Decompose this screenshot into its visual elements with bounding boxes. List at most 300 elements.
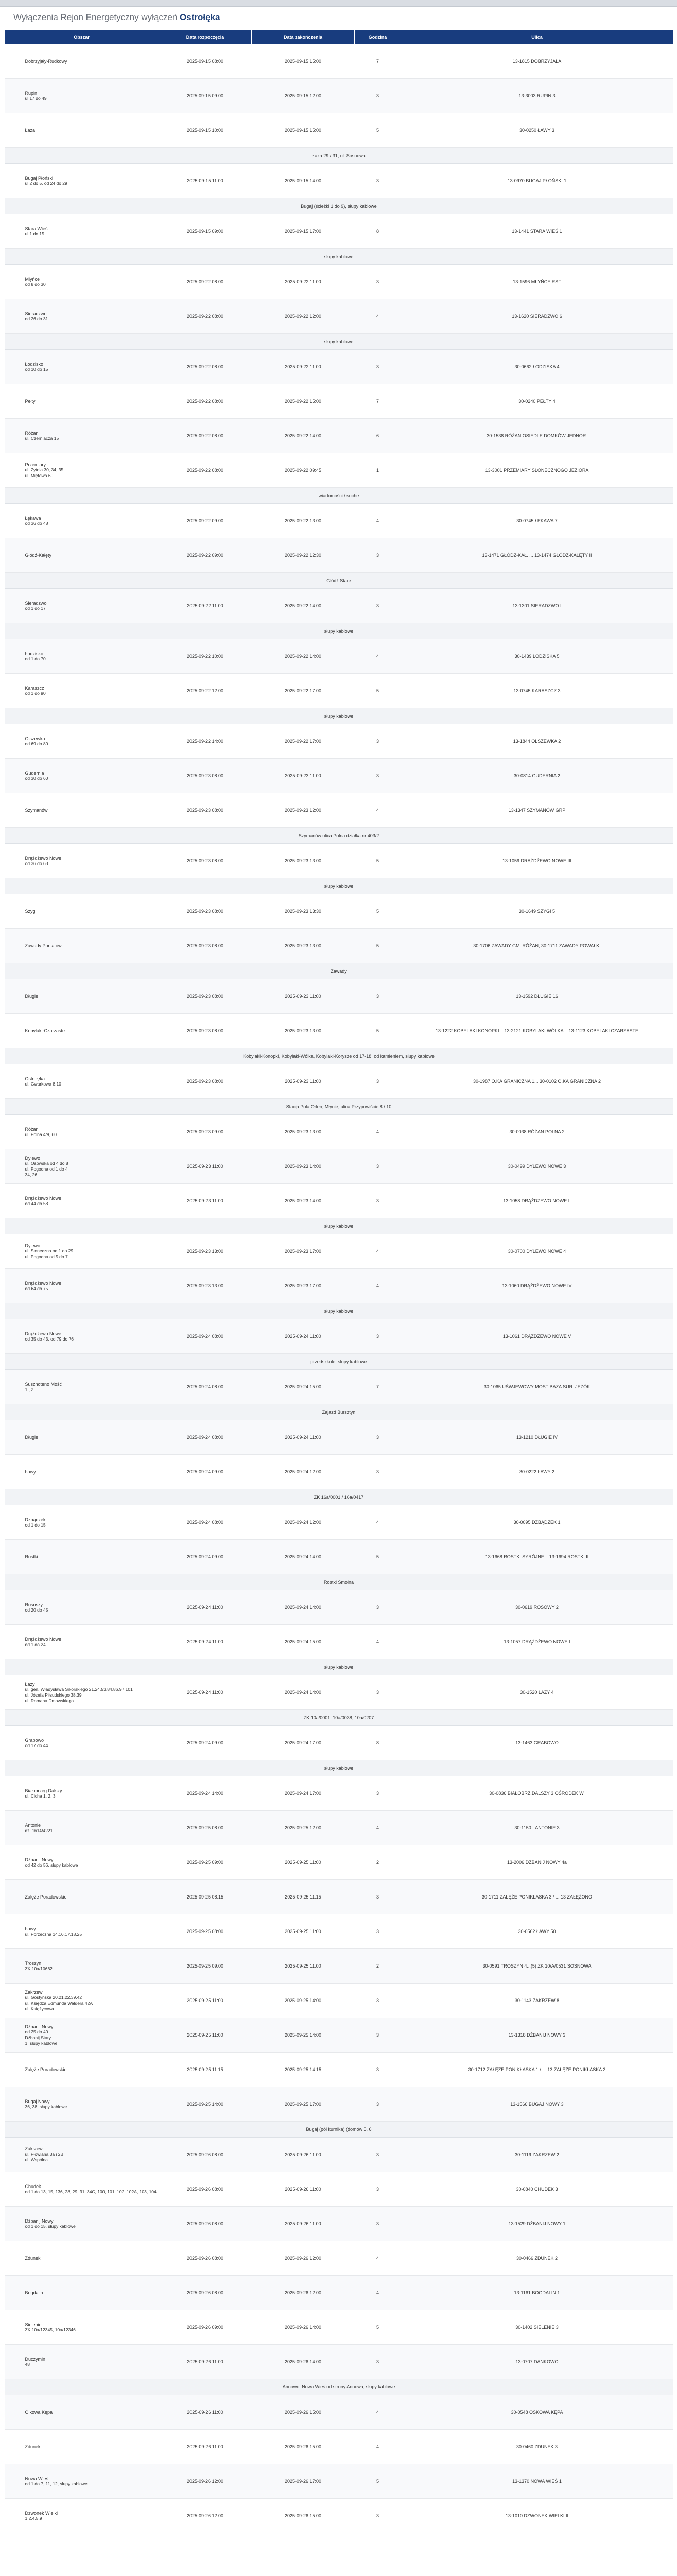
table-row	[5, 265, 673, 299]
cell-hours: 4	[355, 1505, 401, 1540]
cell-end: 2025-09-23 17:00	[252, 1269, 355, 1303]
group-row	[5, 1659, 673, 1675]
cell-start: 2025-09-25 11:15	[159, 2053, 252, 2087]
cell-end: 2025-09-26 11:00	[252, 2172, 355, 2207]
cell-start: 2025-09-26 08:00	[159, 2207, 252, 2241]
table-row	[5, 1675, 673, 1710]
group-label: ZK 16a/0001 / 16a/0417	[5, 1489, 673, 1505]
cell-end: 2025-09-25 17:00	[252, 2087, 355, 2122]
cell-end: 2025-09-23 13:00	[252, 1014, 355, 1048]
table-row	[5, 2053, 673, 2087]
cell-start: 2025-09-23 13:00	[159, 1269, 252, 1303]
group-row	[5, 1710, 673, 1726]
cell-end: 2025-09-24 15:00	[252, 1625, 355, 1659]
cell-hours: 3	[355, 589, 401, 623]
cell-area	[5, 1811, 159, 1845]
cell-end: 2025-09-22 14:00	[252, 589, 355, 623]
area-detail: 1, słupy kablowe	[25, 2040, 58, 2046]
cell-end: 2025-09-22 12:00	[252, 299, 355, 334]
cell-area	[5, 2172, 159, 2207]
area-name: Łaza	[25, 128, 36, 133]
cell-street: 13-0970 BUGAJ PŁOŃSKI 1	[401, 164, 673, 198]
cell-area	[5, 2499, 159, 2533]
table-row	[5, 1726, 673, 1760]
cell-start: 2025-09-22 08:00	[159, 384, 252, 419]
group-label: słupy kablowe	[5, 1218, 673, 1234]
cell-hours: 3	[355, 979, 401, 1014]
area-name: Olszewka	[25, 736, 45, 741]
cell-street: 13-1161 BOGDALIN 1	[401, 2276, 673, 2310]
cell-street: 30-0038 RÓŻAN POLNA 2	[401, 1115, 673, 1149]
cell-area	[5, 1420, 159, 1455]
cell-hours: 3	[355, 265, 401, 299]
cell-start: 2025-09-22 14:00	[159, 724, 252, 759]
cell-end: 2025-09-26 12:00	[252, 2276, 355, 2310]
area-name: Szymanów	[25, 808, 48, 813]
cell-area	[5, 1776, 159, 1811]
table-row	[5, 419, 673, 453]
group-label: Stacja Pola Orlen, Młynie, ulica Przypowiście 8 / 10	[5, 1099, 673, 1115]
cell-start: 2025-09-22 10:00	[159, 639, 252, 674]
cell-area	[5, 2464, 159, 2499]
table-row	[5, 674, 673, 708]
area-detail: od 42 do 56, słupy kablowe	[25, 1862, 78, 1868]
cell-street: 13-1061 DRĄŻDŻEWO NOWE V	[401, 1319, 673, 1354]
cell-street: 30-0499 DYLEWO NOWE 3	[401, 1149, 673, 1184]
cell-end: 2025-09-23 12:00	[252, 793, 355, 828]
cell-area	[5, 1726, 159, 1760]
cell-street: 30-1649 SZYGI 5	[401, 894, 673, 929]
cell-street: 30-1538 RÓŻAN OSIEDLE DOMKÓW JEDNOR.	[401, 419, 673, 453]
cell-area	[5, 2345, 159, 2379]
cell-start: 2025-09-15 09:00	[159, 214, 252, 249]
area-detail: od 26 do 31	[25, 316, 48, 321]
cell-street: 13-1010 DZWONEK WIELKI II	[401, 2499, 673, 2533]
cell-area	[5, 759, 159, 793]
cell-end: 2025-09-24 11:00	[252, 1319, 355, 1354]
cell-hours: 3	[355, 2345, 401, 2379]
cell-hours: 1	[355, 453, 401, 488]
cell-street: 13-1592 DŁUGIE 16	[401, 979, 673, 1014]
area-detail: od 1 do 13, 15, 136, 28, 29, 31, 34C, 100, 101, 102, 102A, 103, 104	[25, 2189, 157, 2194]
cell-end: 2025-09-15 17:00	[252, 214, 355, 249]
area-name: Chudek	[25, 2183, 41, 2189]
area-detail: od 1 do 15	[25, 1522, 46, 1528]
group-row	[5, 1099, 673, 1115]
cell-area	[5, 1625, 159, 1659]
area-detail: od 8 do 30	[25, 281, 46, 287]
table-row	[5, 1064, 673, 1099]
cell-start: 2025-09-25 09:00	[159, 1949, 252, 1984]
area-detail: 1,2,4,5,9	[25, 2515, 42, 2521]
cell-street: 13-1529 DŹBANIJ NOWY 1	[401, 2207, 673, 2241]
cell-start: 2025-09-26 11:00	[159, 2430, 252, 2464]
table-row	[5, 844, 673, 878]
area-name: Dźbanij Nowy	[25, 2024, 54, 2029]
area-name: Długie	[25, 994, 39, 999]
cell-end: 2025-09-23 13:00	[252, 1115, 355, 1149]
area-name: Ławy	[25, 1926, 36, 1931]
cell-area	[5, 538, 159, 573]
cell-street: 13-2006 DŹBANIJ NOWY 4a	[401, 1845, 673, 1880]
table-row	[5, 589, 673, 623]
cell-end: 2025-09-22 13:00	[252, 504, 355, 538]
cell-area	[5, 793, 159, 828]
cell-area	[5, 1455, 159, 1489]
area-detail: ZK 10a/12345, 10a/12346	[25, 2327, 76, 2332]
cell-start: 2025-09-23 13:00	[159, 1234, 252, 1269]
cell-end: 2025-09-23 14:00	[252, 1184, 355, 1218]
cell-hours: 3	[355, 2087, 401, 2122]
table-row	[5, 724, 673, 759]
cell-area	[5, 79, 159, 113]
cell-area	[5, 113, 159, 148]
cell-end: 2025-09-25 11:00	[252, 1949, 355, 1984]
area-detail: od 20 do 45	[25, 1607, 48, 1613]
cell-area	[5, 724, 159, 759]
area-name: Dzwonek Wielki	[25, 2510, 58, 2516]
top-bar	[0, 0, 677, 7]
cell-street: 30-1520 ŁAZY 4	[401, 1675, 673, 1710]
cell-hours: 5	[355, 1540, 401, 1574]
cell-street: 13-1058 DRĄŻDŻEWO NOWE II	[401, 1184, 673, 1218]
cell-end: 2025-09-24 11:00	[252, 1420, 355, 1455]
cell-hours: 5	[355, 844, 401, 878]
group-label: słupy kablowe	[5, 878, 673, 894]
cell-end: 2025-09-23 11:00	[252, 759, 355, 793]
cell-street: 13-1370 NOWA WIEŚ 1	[401, 2464, 673, 2499]
cell-start: 2025-09-24 09:00	[159, 1726, 252, 1760]
cell-hours: 5	[355, 2464, 401, 2499]
group-label: Kobylaki-Konopki, Kobylaki-Wólka, Kobylaki-Korysze od 17-18, od kamieniem, słupy kablowe	[5, 1048, 673, 1064]
area-detail: ul. Romana Dmowskiego	[25, 1698, 74, 1703]
area-name: Sieradzwo	[25, 311, 47, 316]
cell-hours: 3	[355, 1319, 401, 1354]
area-detail: ul. Porzeczna 14,16,17,18,25	[25, 1931, 82, 1937]
cell-start: 2025-09-23 08:00	[159, 894, 252, 929]
area-detail: ul. Słoneczna od 1 do 29	[25, 1248, 74, 1253]
cell-start: 2025-09-24 11:00	[159, 1675, 252, 1710]
cell-area	[5, 589, 159, 623]
cell-street: 13-1441 STARA WIEŚ 1	[401, 214, 673, 249]
area-detail: ul 17 do 49	[25, 95, 47, 101]
cell-end: 2025-09-23 11:00	[252, 1064, 355, 1099]
cell-end: 2025-09-25 11:00	[252, 1914, 355, 1949]
cell-street: 30-0836 BIAŁOBRZ.DALSZY 3 OŚRODEK W.	[401, 1776, 673, 1811]
area-name: Załęże Poradowskie	[25, 2067, 67, 2072]
area-name: Dylewo	[25, 1155, 41, 1161]
cell-street: 30-1402 SIELENIE 3	[401, 2310, 673, 2345]
cell-end: 2025-09-22 11:00	[252, 350, 355, 384]
cell-end: 2025-09-22 12:30	[252, 538, 355, 573]
cell-street: 30-1711 ZAŁĘŻE PONIKŁASKA 3 / ... 13 ZAŁĘŻONO	[401, 1880, 673, 1914]
cell-street: 13-1566 BUGAJ NOWY 3	[401, 2087, 673, 2122]
cell-area	[5, 1184, 159, 1218]
cell-street: 13-0707 DANKOWO	[401, 2345, 673, 2379]
area-detail: od 17 do 44	[25, 1742, 48, 1748]
cell-area	[5, 1845, 159, 1880]
cell-end: 2025-09-26 12:00	[252, 2241, 355, 2276]
group-row	[5, 1303, 673, 1319]
cell-start: 2025-09-23 08:00	[159, 759, 252, 793]
cell-hours: 5	[355, 2310, 401, 2345]
area-name: Pełty	[25, 399, 36, 404]
cell-hours: 3	[355, 759, 401, 793]
area-name: Kobylaki-Czarzaste	[25, 1028, 65, 1033]
page-title-region: Ostrołęka	[180, 12, 220, 22]
cell-area	[5, 1590, 159, 1625]
cell-street: 30-0700 DYLEWO NOWE 4	[401, 1234, 673, 1269]
table-row	[5, 1455, 673, 1489]
cell-start: 2025-09-23 08:00	[159, 793, 252, 828]
cell-end: 2025-09-26 11:00	[252, 2138, 355, 2172]
page-title-prefix: Wyłączenia Rejon Energetyczny wyłączeń	[13, 12, 178, 22]
cell-hours: 4	[355, 793, 401, 828]
cell-end: 2025-09-22 15:00	[252, 384, 355, 419]
cell-street: 30-0460 ZDUNEK 3	[401, 2430, 673, 2464]
cell-start: 2025-09-24 09:00	[159, 1540, 252, 1574]
area-name: Gudernia	[25, 770, 44, 776]
cell-hours: 3	[355, 1590, 401, 1625]
group-row	[5, 198, 673, 214]
cell-start: 2025-09-23 08:00	[159, 844, 252, 878]
cell-start: 2025-09-26 08:00	[159, 2172, 252, 2207]
area-detail: dz. 1614/4221	[25, 1827, 53, 1833]
cell-hours: 3	[355, 1880, 401, 1914]
cell-area	[5, 214, 159, 249]
cell-street: 30-0840 CHUDEK 3	[401, 2172, 673, 2207]
table-row	[5, 1234, 673, 1269]
cell-street: 30-1150 LANTONIE 3	[401, 1811, 673, 1845]
cell-hours: 4	[355, 639, 401, 674]
cell-street: 13-1060 DRĄŻDŻEWO NOWE IV	[401, 1269, 673, 1303]
area-detail: ZK 10a/10662	[25, 1965, 53, 1971]
area-name: Głódź-Kałęty	[25, 553, 52, 558]
table-row	[5, 1319, 673, 1354]
cell-start: 2025-09-26 11:00	[159, 2345, 252, 2379]
group-row	[5, 1404, 673, 1420]
cell-hours: 3	[355, 2207, 401, 2241]
group-row	[5, 334, 673, 350]
group-row	[5, 573, 673, 589]
cell-street: 30-1706 ZAWADY GM. RÓŻAN, 30-1711 ZAWADY POWAŁKI	[401, 929, 673, 963]
table-header-row	[5, 30, 673, 44]
group-row	[5, 878, 673, 894]
table-row	[5, 894, 673, 929]
area-name: Troszyn	[25, 1960, 42, 1966]
cell-street: 30-0591 TROSZYN 4...(5) ZK 10/A/0531 SOSNOWA	[401, 1949, 673, 1984]
group-label: Rostki Smolna	[5, 1574, 673, 1590]
area-detail: od 1 do 24	[25, 1641, 46, 1647]
group-label: Annowo, Nowa Wieś od strony Annowa, słupy kablowe	[5, 2379, 673, 2395]
cell-start: 2025-09-26 09:00	[159, 2310, 252, 2345]
cell-start: 2025-09-15 08:00	[159, 44, 252, 79]
area-name: Białobrzeg Dalszy	[25, 1788, 62, 1793]
cell-end: 2025-09-23 13:00	[252, 844, 355, 878]
cell-street: 13-1057 DRĄŻDŻEWO NOWE I	[401, 1625, 673, 1659]
cell-start: 2025-09-15 11:00	[159, 164, 252, 198]
cell-hours: 5	[355, 1014, 401, 1048]
cell-area	[5, 929, 159, 963]
table-row	[5, 214, 673, 249]
cell-area	[5, 2310, 159, 2345]
cell-start: 2025-09-22 09:00	[159, 504, 252, 538]
area-detail: ul. Gostyńska 20,21,22,39,42	[25, 1994, 82, 2000]
cell-start: 2025-09-15 10:00	[159, 113, 252, 148]
area-detail: od 36 do 63	[25, 860, 48, 866]
cell-area	[5, 1269, 159, 1303]
cell-hours: 7	[355, 44, 401, 79]
area-name: Stara Wieś	[25, 226, 48, 231]
area-name: Dźbanij Nowy	[25, 2218, 54, 2224]
area-detail: ul. Pogodna od 5 do 7	[25, 1254, 68, 1259]
cell-end: 2025-09-15 15:00	[252, 44, 355, 79]
cell-end: 2025-09-22 14:00	[252, 419, 355, 453]
cell-hours: 4	[355, 2241, 401, 2276]
area-name: Różan	[25, 1126, 39, 1132]
table-row	[5, 350, 673, 384]
cell-end: 2025-09-24 17:00	[252, 1726, 355, 1760]
page-title	[13, 11, 677, 24]
table-body	[5, 44, 673, 2533]
table-row	[5, 2087, 673, 2122]
cell-end: 2025-09-22 14:00	[252, 639, 355, 674]
cell-hours: 7	[355, 384, 401, 419]
group-row	[5, 1760, 673, 1776]
area-name: Bugaj Nowy	[25, 2098, 50, 2104]
cell-street: 30-0095 DZBĄDZEK 1	[401, 1505, 673, 1540]
group-row	[5, 2379, 673, 2395]
cell-street: 30-0222 ŁAWY 2	[401, 1455, 673, 1489]
area-name: Grabowo	[25, 1737, 44, 1743]
cell-street: 30-0662 ŁODZISKA 4	[401, 350, 673, 384]
cell-end: 2025-09-25 14:00	[252, 2018, 355, 2053]
cell-end: 2025-09-24 12:00	[252, 1455, 355, 1489]
cell-start: 2025-09-24 08:00	[159, 1505, 252, 1540]
cell-hours: 3	[355, 2018, 401, 2053]
table-row	[5, 639, 673, 674]
cell-end: 2025-09-26 11:00	[252, 2207, 355, 2241]
cell-start: 2025-09-26 12:00	[159, 2464, 252, 2499]
cell-area	[5, 2276, 159, 2310]
cell-area	[5, 674, 159, 708]
table-row	[5, 1115, 673, 1149]
area-detail: ul. Miętowa 60	[25, 473, 54, 478]
cell-area	[5, 1149, 159, 1184]
area-detail: ul. Płowiana 3a i 2B	[25, 2151, 64, 2157]
table-row	[5, 1014, 673, 1048]
cell-end: 2025-09-26 14:00	[252, 2345, 355, 2379]
area-name: Łazy	[25, 1681, 35, 1687]
cell-start: 2025-09-26 08:00	[159, 2138, 252, 2172]
cell-start: 2025-09-24 11:00	[159, 1625, 252, 1659]
area-name: Drążdżewo Nowe	[25, 1636, 62, 1642]
area-name: Duczymin	[25, 2356, 46, 2362]
table-row	[5, 1420, 673, 1455]
cell-hours: 3	[355, 1455, 401, 1489]
cell-street: 30-0548 OSKOWA KĘPA	[401, 2395, 673, 2430]
area-detail: od 64 do 75	[25, 1285, 48, 1291]
cell-street: 13-1844 OLSZEWKA 2	[401, 724, 673, 759]
group-label: słupy kablowe	[5, 1659, 673, 1675]
cell-end: 2025-09-26 15:00	[252, 2430, 355, 2464]
area-name: Zawady Poniatów	[25, 943, 62, 948]
area-name: Łękawa	[25, 515, 41, 521]
area-name: Zdunek	[25, 2444, 41, 2449]
cell-end: 2025-09-26 15:00	[252, 2499, 355, 2533]
cell-area	[5, 350, 159, 384]
cell-hours: 3	[355, 538, 401, 573]
cell-street: 13-1059 DRĄŻDŻEWO NOWE III	[401, 844, 673, 878]
header-end: Data zakończenia	[252, 30, 355, 44]
table-row	[5, 1540, 673, 1574]
area-detail: ul. Józefa Piłsudskiego 38,39	[25, 1692, 82, 1698]
table-row	[5, 1880, 673, 1914]
cell-hours: 3	[355, 724, 401, 759]
group-label: słupy kablowe	[5, 334, 673, 350]
area-detail: od 25 do 40	[25, 2029, 48, 2035]
cell-street: 13-1596 MŁYŃCE RSF	[401, 265, 673, 299]
cell-end: 2025-09-15 12:00	[252, 79, 355, 113]
cell-start: 2025-09-23 08:00	[159, 979, 252, 1014]
cell-start: 2025-09-24 08:00	[159, 1370, 252, 1404]
cell-hours: 2	[355, 1845, 401, 1880]
cell-street: 13-1222 KOBYLAKI KONOPKI... 13-2121 KOBYLAKI WÓLKA... 13-1123 KOBYLAKI CZARZASTE	[401, 1014, 673, 1048]
cell-end: 2025-09-26 14:00	[252, 2310, 355, 2345]
cell-street: 13-0745 KARASZCZ 3	[401, 674, 673, 708]
group-row	[5, 1489, 673, 1505]
header-hours: Godzina	[355, 30, 401, 44]
area-detail: ul 1 do 15	[25, 231, 44, 236]
group-label: Zawady	[5, 963, 673, 979]
cell-start: 2025-09-25 08:15	[159, 1880, 252, 1914]
cell-area	[5, 2241, 159, 2276]
table-row	[5, 538, 673, 573]
table-row	[5, 793, 673, 828]
cell-hours: 4	[355, 1269, 401, 1303]
cell-start: 2025-09-22 08:00	[159, 453, 252, 488]
cell-area	[5, 1914, 159, 1949]
cell-end: 2025-09-22 11:00	[252, 265, 355, 299]
cell-hours: 3	[355, 1914, 401, 1949]
cell-end: 2025-09-22 17:00	[252, 674, 355, 708]
area-name: Młyńce	[25, 276, 40, 282]
area-detail: ul. gen. Władysława Sikorskiego 21,24,53,84,86,97,101	[25, 1686, 133, 1692]
table-row	[5, 2430, 673, 2464]
cell-end: 2025-09-25 11:00	[252, 1845, 355, 1880]
cell-area	[5, 2053, 159, 2087]
area-name: Zakrzew	[25, 1989, 43, 1995]
table-row	[5, 384, 673, 419]
cell-hours: 7	[355, 1370, 401, 1404]
table-row	[5, 2499, 673, 2533]
table-row	[5, 1949, 673, 1984]
cell-start: 2025-09-25 11:00	[159, 1984, 252, 2018]
area-detail: 36, 38, słupy kablowe	[25, 2104, 67, 2109]
cell-start: 2025-09-26 08:00	[159, 2241, 252, 2276]
cell-end: 2025-09-24 14:00	[252, 1590, 355, 1625]
cell-street: 30-0619 ROSOWY 2	[401, 1590, 673, 1625]
cell-end: 2025-09-23 14:00	[252, 1149, 355, 1184]
cell-area	[5, 384, 159, 419]
table-row	[5, 1984, 673, 2018]
cell-start: 2025-09-23 11:00	[159, 1149, 252, 1184]
table-row	[5, 979, 673, 1014]
cell-hours: 4	[355, 1625, 401, 1659]
cell-hours: 3	[355, 1184, 401, 1218]
group-row	[5, 148, 673, 164]
cell-area	[5, 1880, 159, 1914]
